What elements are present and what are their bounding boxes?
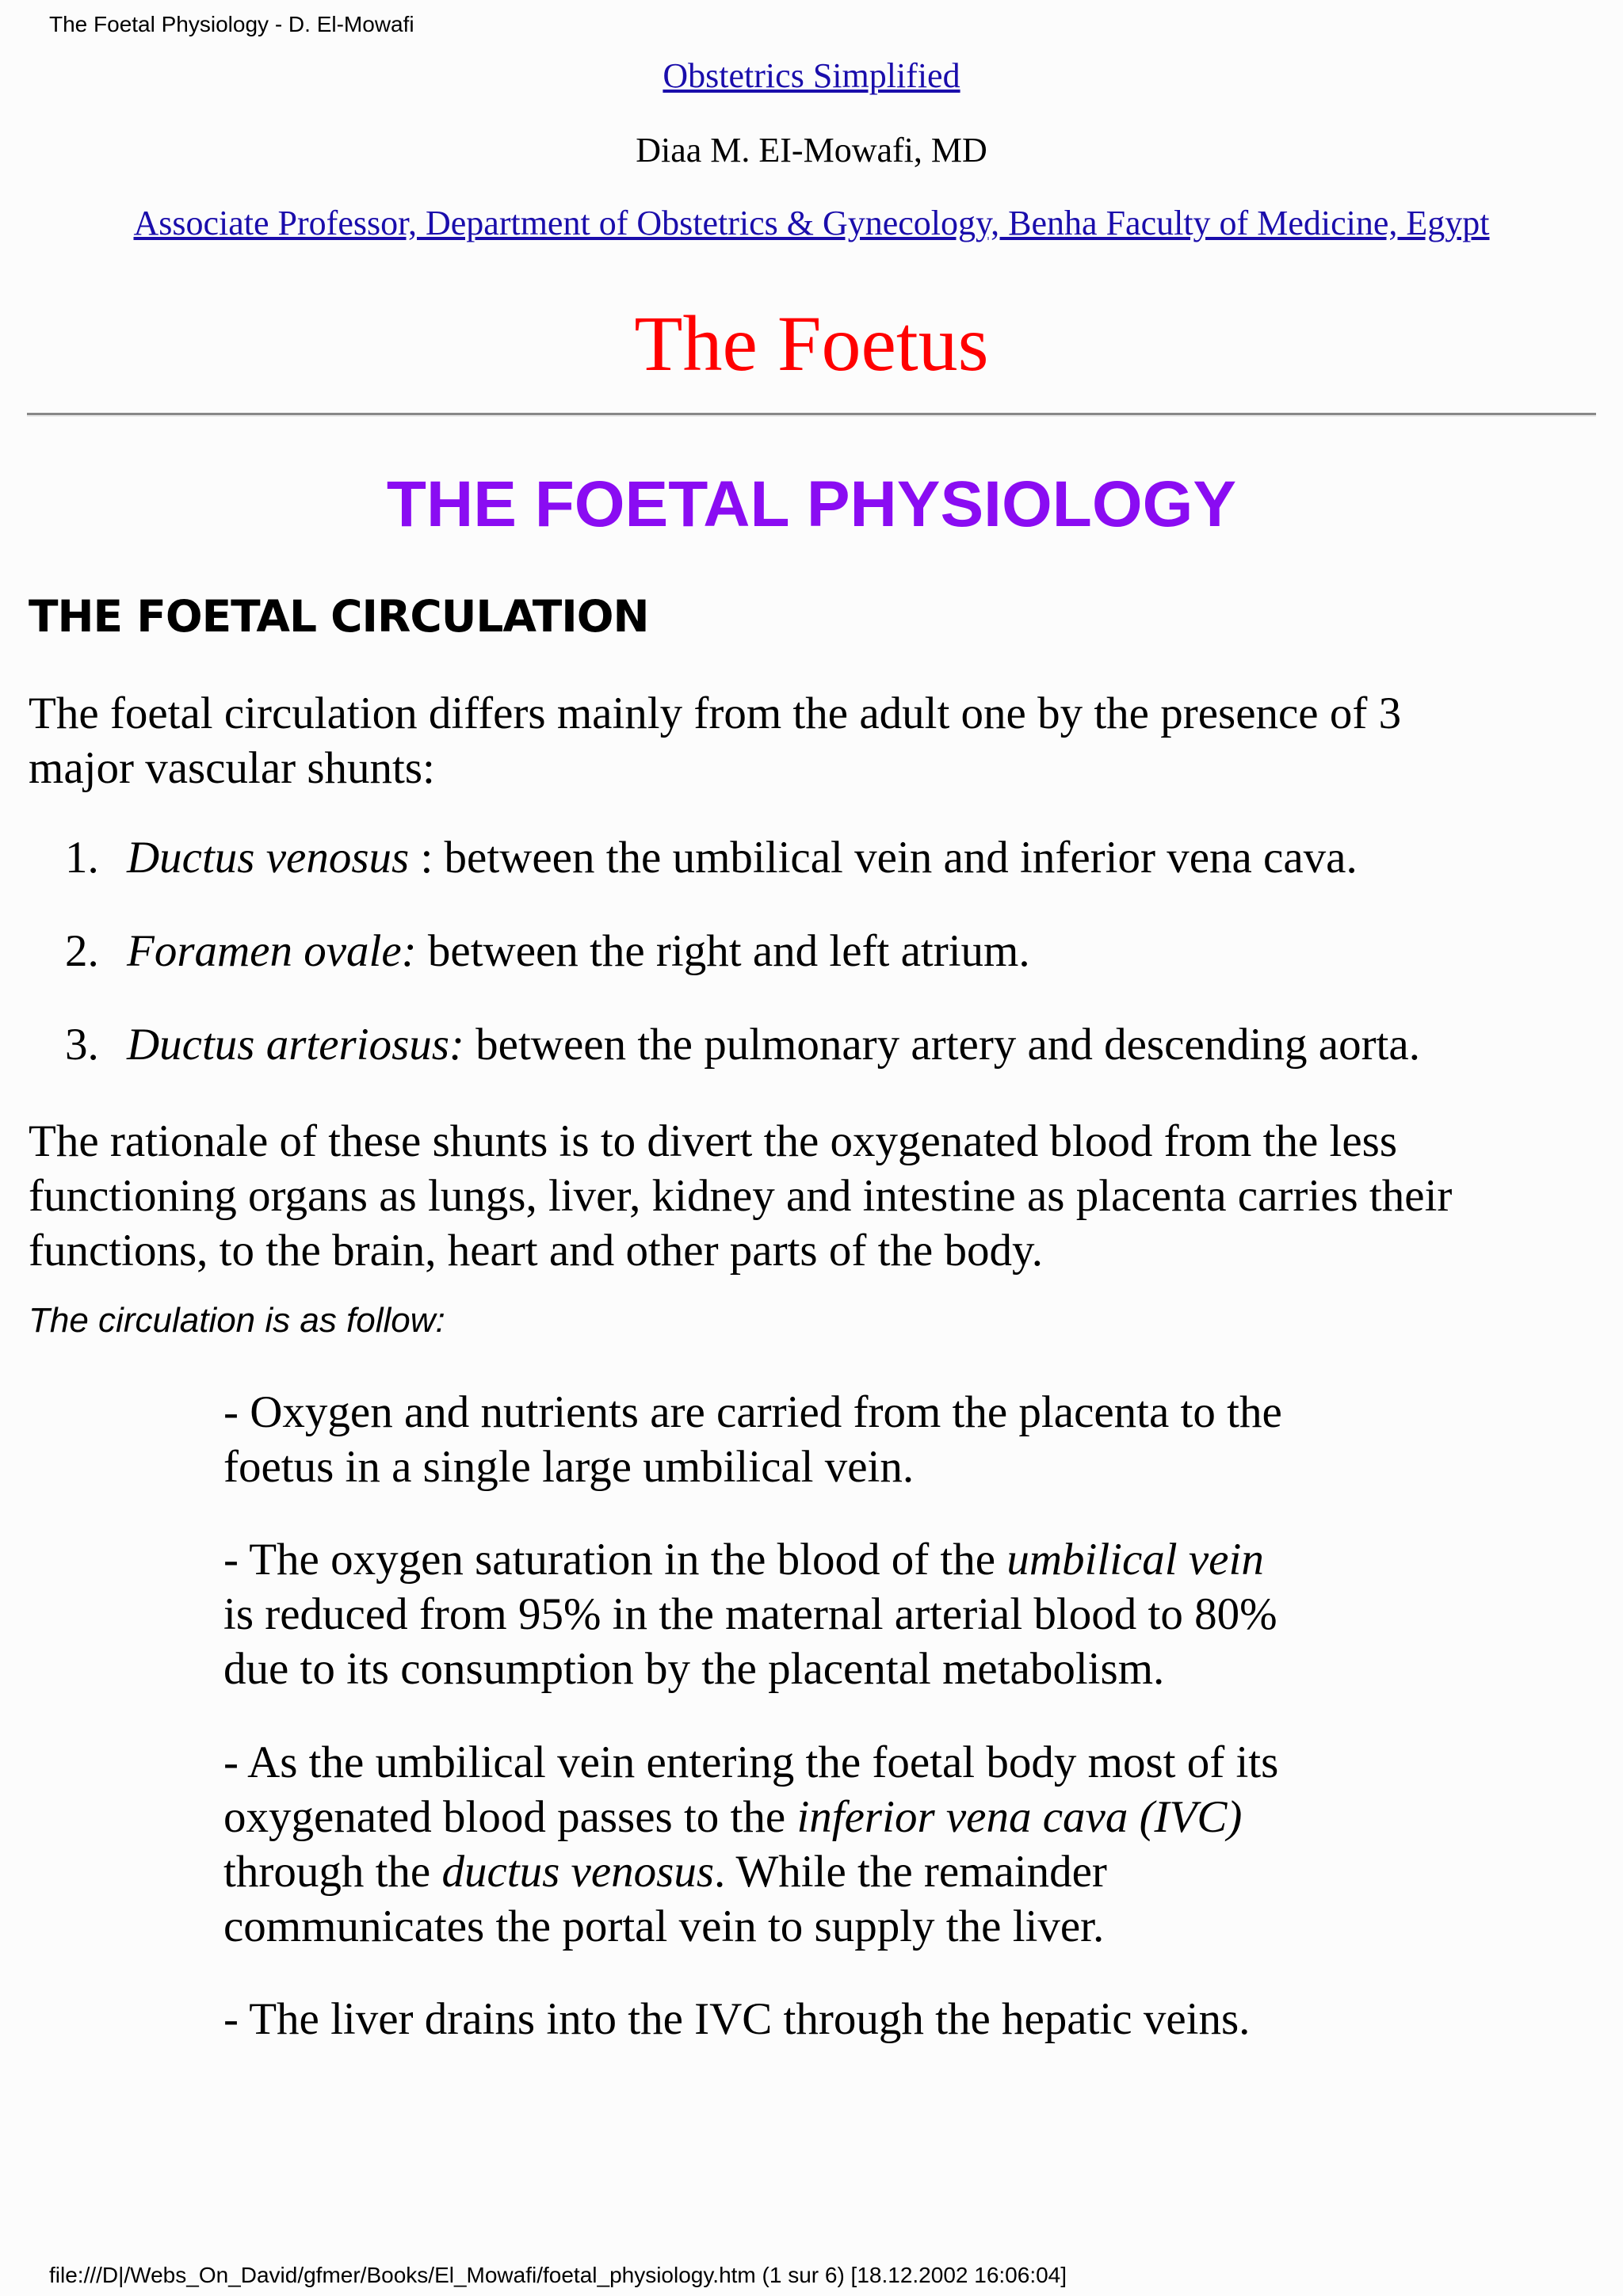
- page-title: The Foetus: [634, 299, 989, 387]
- intro-line: major vascular shunts:: [29, 743, 435, 793]
- list-item-body: [127, 1017, 1420, 1072]
- author-name: Diaa M. EI-Mowafi, MD: [636, 131, 987, 170]
- rationale-line: functioning organs as lungs, liver, kidney and intestine as placenta carries their: [29, 1171, 1453, 1221]
- step-line: foetus in a single large umbilical vein.: [223, 1442, 915, 1492]
- list-item-text: : between the umbilical vein and inferior vena cava.: [409, 833, 1358, 883]
- step-line: communicates the portal vein to supply the liver.: [223, 1901, 1105, 1951]
- horizontal-divider: [27, 413, 1596, 417]
- step-text: through the: [223, 1847, 442, 1897]
- step-line: [223, 1790, 1428, 1844]
- step-line: is reduced from 95% in the maternal arterial blood to 80%: [223, 1589, 1277, 1639]
- step-line: due to its consumption by the placental metabolism.: [223, 1644, 1165, 1694]
- list-item-text: between the pulmonary artery and descending aorta.: [464, 1020, 1420, 1070]
- list-item-term: Ductus arteriosus:: [127, 1020, 464, 1070]
- list-item-number: 3.: [65, 1020, 99, 1070]
- intro-line: The foetal circulation differs mainly from the adult one by the presence of 3: [29, 688, 1402, 738]
- subsection-title: THE FOETAL CIRCULATION: [29, 591, 649, 642]
- list-item-term: Foramen ovale:: [127, 926, 417, 976]
- print-header-title: The Foetal Physiology - D. El-Mowafi: [49, 12, 414, 36]
- rationale-paragraph: [29, 1114, 1598, 1278]
- list-item-body: [127, 830, 1358, 885]
- list-item-text: between the right and left atrium.: [416, 926, 1030, 976]
- step-line: - The liver drains into the IVC through the hepatic veins.: [223, 1994, 1251, 2044]
- affiliation-row: [0, 203, 1623, 243]
- step-text: - The oxygen saturation in the blood of the: [223, 1535, 1007, 1585]
- book-link-row: [0, 55, 1623, 96]
- circulation-step: [223, 1735, 1428, 1954]
- step-line: [223, 1532, 1428, 1587]
- circulation-step: [223, 1385, 1428, 1494]
- list-item-number: 2.: [65, 926, 99, 976]
- circulation-step: [223, 1532, 1428, 1696]
- rationale-line: functions, to the brain, heart and other parts of the body.: [29, 1226, 1044, 1276]
- step-emphasis: inferior vena cava (IVC): [796, 1792, 1243, 1842]
- step-emphasis: ductus venosus: [441, 1847, 714, 1897]
- print-footer-url: file:///D|/Webs_On_David/gfmer/Books/El_Mowafi/foetal_physiology.htm (1 sur 6) [18.12.2002 16:06:04]: [49, 2263, 1067, 2287]
- step-line: [223, 1844, 1428, 1899]
- list-item-term: Ductus venosus: [127, 833, 410, 883]
- step-line: - Oxygen and nutrients are carried from the placenta to the: [223, 1387, 1282, 1437]
- step-text: oxygenated blood passes to the: [223, 1792, 797, 1842]
- rationale-line: The rationale of these shunts is to divert the oxygenated blood from the less: [29, 1116, 1398, 1166]
- step-line: - As the umbilical vein entering the foetal body most of its: [223, 1737, 1279, 1787]
- book-link[interactable]: Obstetrics Simplified: [663, 56, 960, 95]
- section-title: THE FOETAL PHYSIOLOGY: [386, 468, 1237, 540]
- step-text: . While the remainder: [714, 1847, 1107, 1897]
- circulation-step: [223, 1992, 1428, 2046]
- list-item-number: 1.: [65, 833, 99, 883]
- intro-paragraph: [29, 686, 1598, 795]
- circulation-label: The circulation is as follow:: [29, 1301, 445, 1340]
- step-emphasis: umbilical vein: [1006, 1535, 1264, 1585]
- affiliation-link[interactable]: Associate Professor, Department of Obstetrics & Gynecology, Benha Faculty of Medicine, Egypt: [133, 204, 1490, 242]
- list-item-body: [127, 924, 1030, 978]
